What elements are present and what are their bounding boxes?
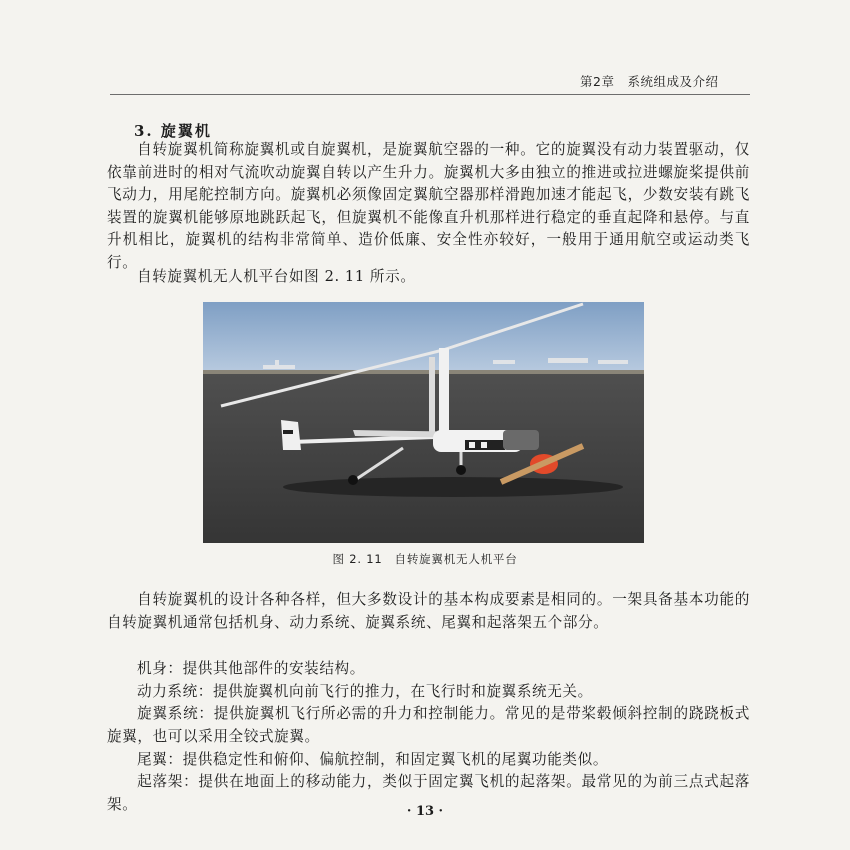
figure-caption [0,551,850,567]
autogyro-photo [203,302,644,543]
paragraph-intro [107,139,750,275]
figure-number: 图 2. 11 [332,552,383,566]
paragraph-intro-text: 自转旋翼机简称旋翼机或自旋翼机，是旋翼航空器的一种。它的旋翼没有动力装置驱动，仅依靠前进时的相对气流吹动旋翼自转以产生升力。旋翼机大多由独立的推进或拉进螺旋桨提供前飞动力，用尾舵控制方向。旋翼机必须像固定翼航空器那样滑跑加速才能起飞，少数安装有跳飞装置的旋翼机能够原地跳跃起飞，但旋翼机不能像直升机那样进行稳定的垂直起降和悬停。与直升机相比，旋翼机的结构非常简单、造价低廉、安全性亦较好，一般用于通用航空或运动类飞行。 [107,141,750,271]
section-heading: 3. 旋翼机 [134,122,212,140]
list-item-power-system: 动力系统：提供旋翼机向前飞行的推力，在飞行时和旋翼系统无关。 [137,683,593,700]
list-item-rotor-system [107,703,750,748]
page-number: · 13 · [406,804,444,819]
figure-reference: 自转旋翼机无人机平台如图 2. 11 所示。 [137,268,416,285]
list-item-fuselage: 机身：提供其他部件的安装结构。 [137,660,365,677]
list-item-empennage: 尾翼：提供稳定性和俯仰、偏航控制，和固定翼飞机的尾翼功能类似。 [137,751,609,768]
paragraph-components [107,589,750,634]
list-item-rotor-system-text: 旋翼系统：提供旋翼机飞行所必需的升力和控制能力。常见的是带桨毂倾斜控制的跷跷板式旋翼，也可以采用全铰式旋翼。 [107,705,750,745]
list-item-landing-gear-text: 起落架：提供在地面上的移动能力，类似于固定翼飞机的起落架。最常见的为前三点式起落架。 [107,773,750,813]
figure-photo-autogyro-uav [203,302,644,543]
paragraph-components-text: 自转旋翼机的设计各种各样，但大多数设计的基本构成要素是相同的。一架具备基本功能的自转旋翼机通常包括机身、动力系统、旋翼系统、尾翼和起落架五个部分。 [107,591,750,631]
running-head: 第2章 系统组成及介绍 [580,74,719,89]
figure-caption-text: 自转旋翼机无人机平台 [394,552,518,566]
header-rule [110,94,750,95]
